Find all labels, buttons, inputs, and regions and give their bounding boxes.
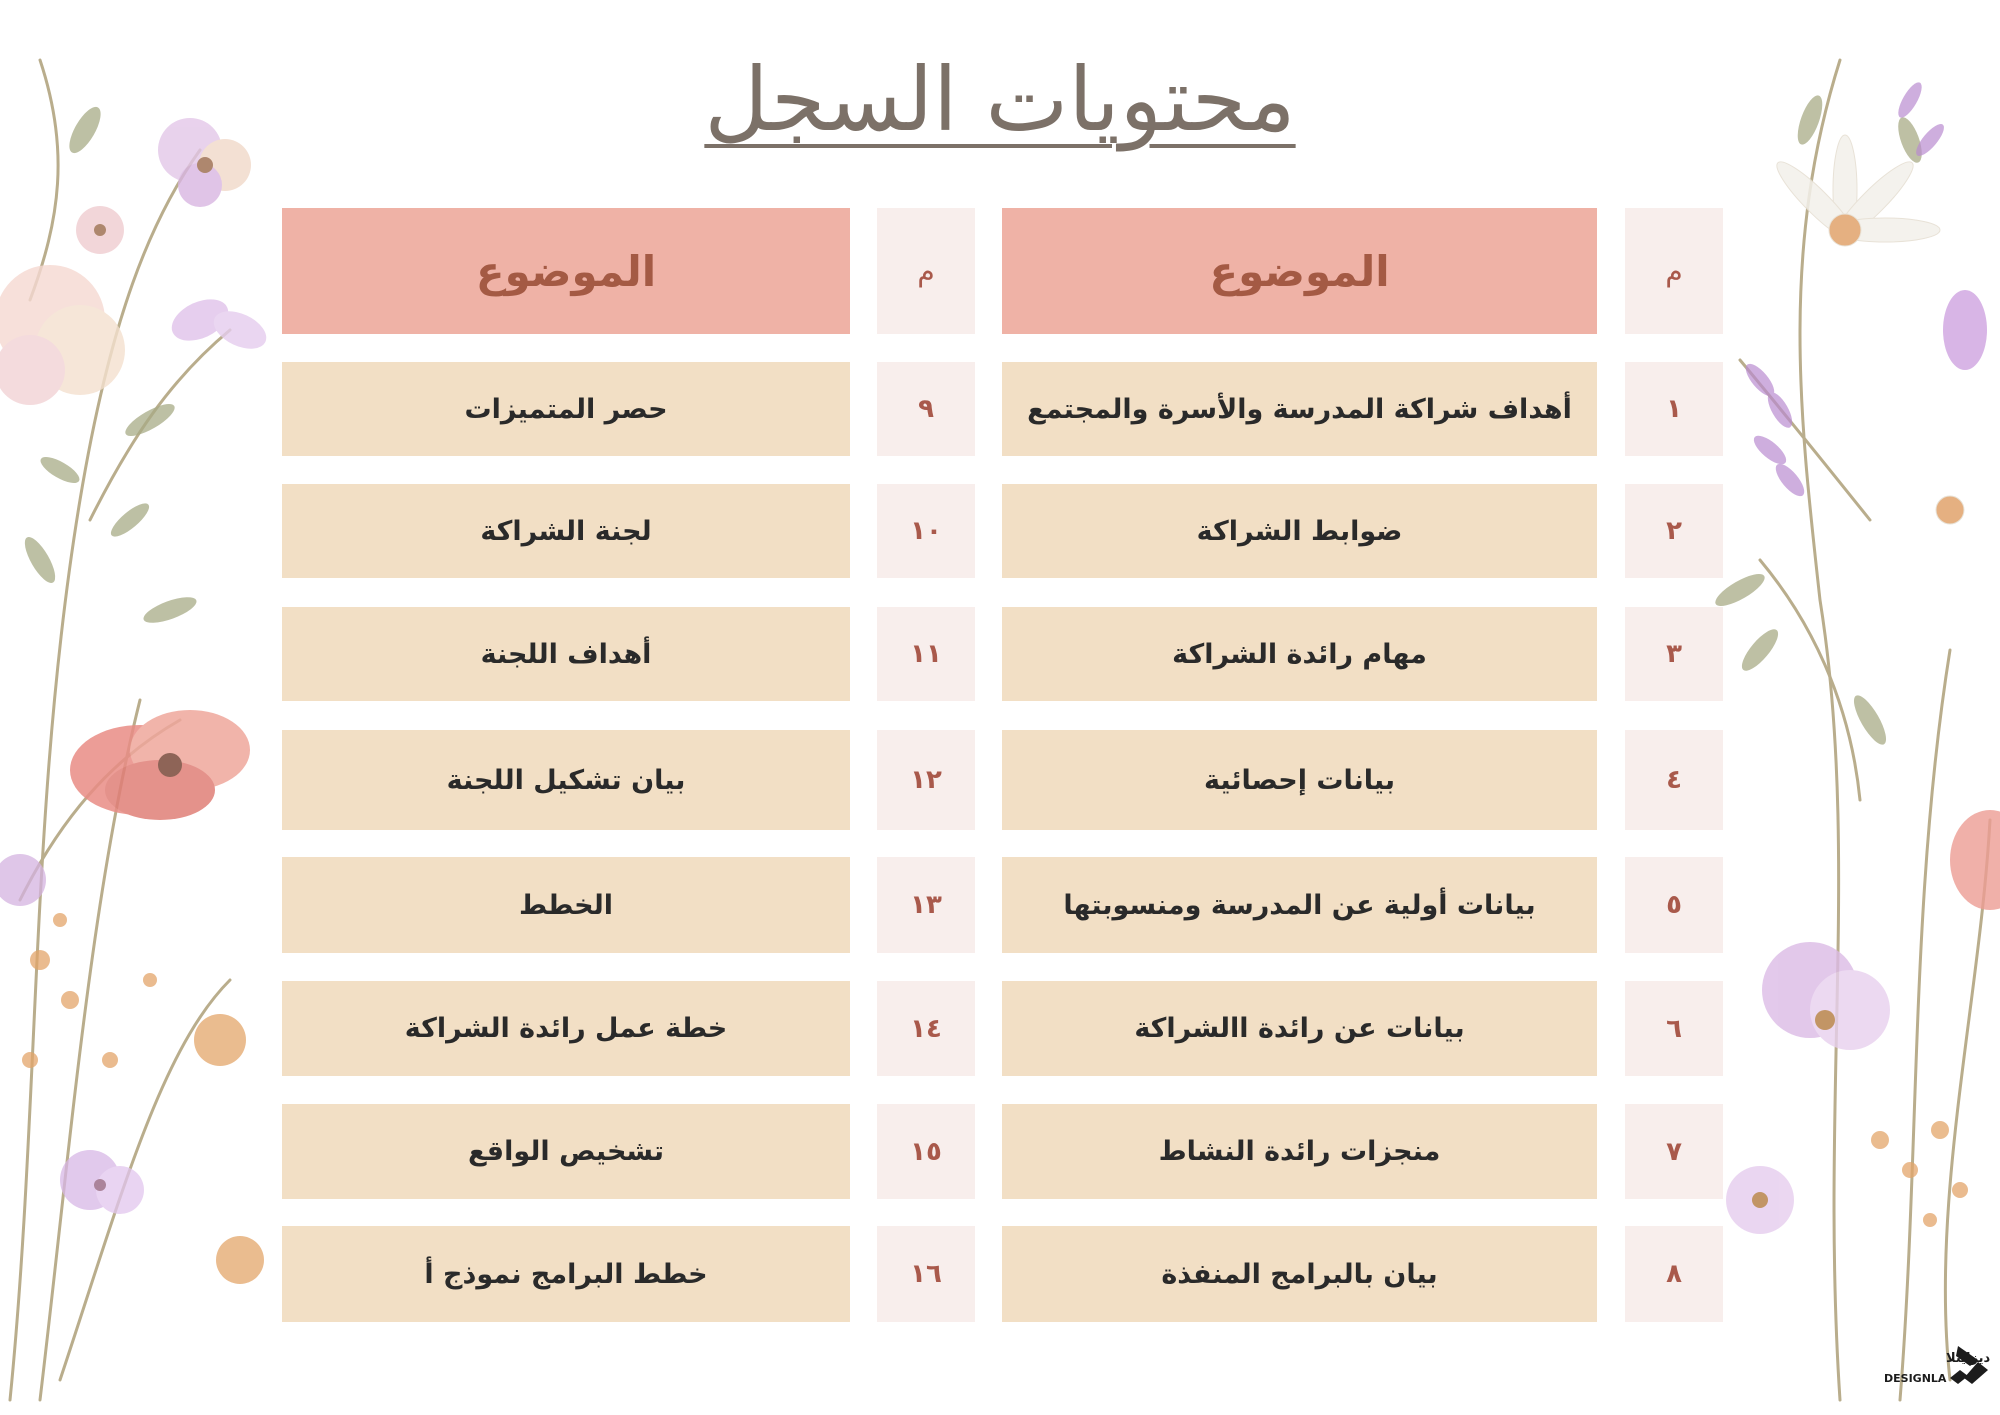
- row-num: ١١: [877, 607, 975, 701]
- row-topic: ضوابط الشراكة: [1002, 484, 1597, 578]
- row-topic: بيان بالبرامج المنفذة: [1002, 1226, 1597, 1322]
- row-num: ١٠: [877, 484, 975, 578]
- row-num: ٢: [1625, 484, 1723, 578]
- header-num-left: م: [877, 208, 975, 334]
- row-num: ١٤: [877, 981, 975, 1076]
- row-topic: أهداف اللجنة: [282, 607, 850, 701]
- header-topic-right: الموضوع: [1002, 208, 1597, 334]
- row-num: ٨: [1625, 1226, 1723, 1322]
- row-topic: لجنة الشراكة: [282, 484, 850, 578]
- row-topic: مهام رائدة الشراكة: [1002, 607, 1597, 701]
- designla-logo: [1880, 1340, 1990, 1390]
- row-num: ١٦: [877, 1226, 975, 1322]
- logo-text-latin: DESIGNLA: [1884, 1372, 1947, 1385]
- row-topic: الخطط: [282, 857, 850, 953]
- row-num: ٦: [1625, 981, 1723, 1076]
- row-num: ٧: [1625, 1104, 1723, 1199]
- row-num: ١٢: [877, 730, 975, 830]
- row-num: ١٥: [877, 1104, 975, 1199]
- row-topic: بيانات عن رائدة االشراكة: [1002, 981, 1597, 1076]
- row-num: ٩: [877, 362, 975, 456]
- logo-text-arabic: ديزاينلا: [1946, 1351, 1990, 1366]
- row-topic: حصر المتميزات: [282, 362, 850, 456]
- row-num: ٥: [1625, 857, 1723, 953]
- row-topic: خطط البرامج نموذج أ: [282, 1226, 850, 1322]
- row-num: ١٣: [877, 857, 975, 953]
- row-num: ٣: [1625, 607, 1723, 701]
- row-num: ٤: [1625, 730, 1723, 830]
- header-topic-left: الموضوع: [282, 208, 850, 334]
- row-topic: بيانات أولية عن المدرسة ومنسوبتها: [1002, 857, 1597, 953]
- row-topic: منجزات رائدة النشاط: [1002, 1104, 1597, 1199]
- page-title: محتويات السجل: [704, 48, 1296, 151]
- row-topic: خطة عمل رائدة الشراكة: [282, 981, 850, 1076]
- floral-decoration-right: [1700, 0, 2000, 1415]
- row-num: ١: [1625, 362, 1723, 456]
- row-topic: أهداف شراكة المدرسة والأسرة والمجتمع: [1002, 362, 1597, 456]
- row-topic: بيانات إحصائية: [1002, 730, 1597, 830]
- row-topic: تشخيص الواقع: [282, 1104, 850, 1199]
- header-num-right: م: [1625, 208, 1723, 334]
- row-topic: بيان تشكيل اللجنة: [282, 730, 850, 830]
- floral-decoration-left: [0, 0, 290, 1415]
